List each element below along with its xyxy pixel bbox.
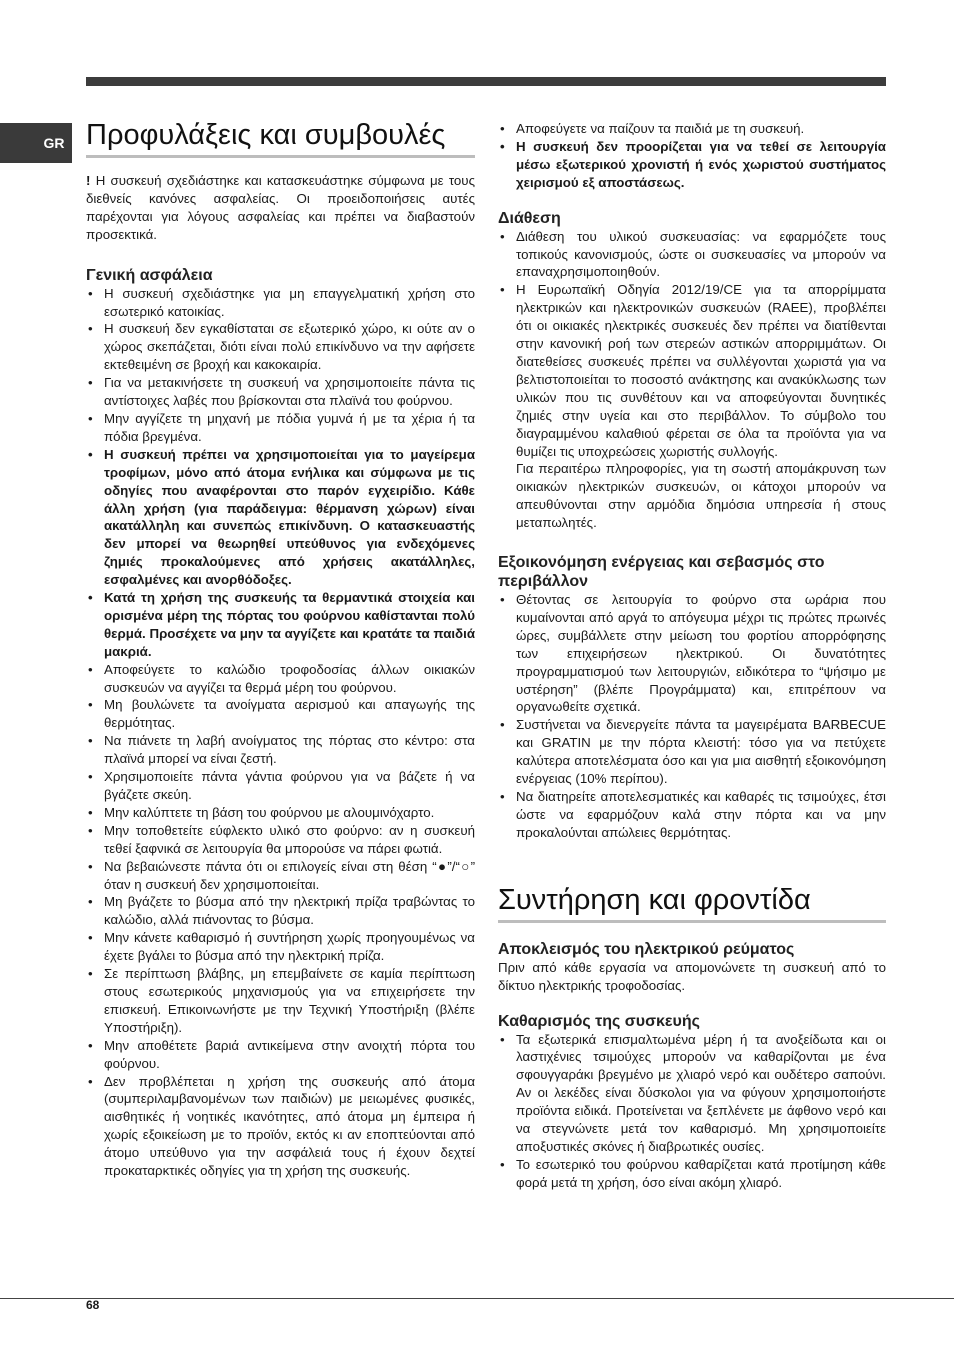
general-safety-list <box>86 285 475 1180</box>
list-item: • Θέτοντας σε λειτουργία το φούρνο στα ωράρια που κυμαίνονται από αργά το απόγευμα μέχρι τις πρώτες πρωινές ώρες, συμβάλλετε στην μείωση του φορτίου απορρόφησης των επιχειρήσεων ηλεκτρικού. Οι δυνατότητες προγραμματισμού των λειτουργιών, ειδικότερα το “ψήσιμο με υστέρηση” (βλέπε Προγράμματα) και, επιτρέπουν να οργανωθείτε σχετικά. <box>498 591 886 716</box>
warning-mark: ! <box>86 173 91 188</box>
language-tab: GR <box>0 123 72 163</box>
heading-power-off: Αποκλεισμός του ηλεκτρικού ρεύματος <box>498 940 795 958</box>
list-item: • Να πιάνετε τη λαβή ανοίγματος της πόρτας στο κέντρο: στα πλαϊνά μπορεί να είναι ζεστή. <box>86 732 475 768</box>
list-item: • Συστήνεται να διενεργείτε πάντα τα μαγειρέματα BARBECUE και GRATIN με την πόρτα κλειστή: τόσο για να πετύχετε καλύτερα αποτελέσματα όσο και για μια αισθητή εξοικονόμηση ενέργειας (10% περίπου). <box>498 716 886 788</box>
list-item: • Μην κάνετε καθαρισμό ή συντήρηση χωρίς προηγουμένως να έχετε βγάλει το βύσμα από την ηλεκτρική πρίζα. <box>86 929 475 965</box>
list-item: • Κατά τη χρήση της συσκευής τα θερμαντικά στοιχεία και ορισμένα μέρη της πόρτας του φούρνου καθίστανται πολύ θερμά. Προσέχετε να μην τα αγγίζετε και κρατάτε τα παιδιά μακριά. <box>86 589 475 661</box>
list-item: • Τα εξωτερικά επισμαλτωμένα μέρη ή τα ανοξείδωτα και οι λαστιχένιες τσιμούχες μπορούν να καθαρίζονται με ένα σφουγγαράκι βρεγμένο με χλιαρό νερό και ουδέτερο σαπούνι. Αν οι λεκέδες είναι δύσκολοι για να φύγουν χρησιμοποιήστε προϊόντα ειδικά. Προτείνεται να ξεπλένετε με άφθονο νερό και να στεγνώνετε μετά τον καθαρισμό. Μη χρησιμοποιείτε αποξυστικές σκόνες ή διαβρωτικές ουσίες. <box>498 1031 886 1156</box>
child-safety-list <box>498 120 886 192</box>
list-item: • Η συσκευή δεν προορίζεται για να τεθεί σε λειτουργία μέσω εξωτερικού χρονιστή ή ενός χωριστού συστήματος χειρισμού εξ αποστάσεως. <box>498 138 886 192</box>
list-item: • Για να μετακινήσετε τη συσκευή να χρησιμοποιείτε πάντα τις αντίστοιχες λαβές που βρίσκονται στα πλαϊνά του φούρνου. <box>86 374 475 410</box>
energy-list <box>498 591 886 842</box>
list-item: • Μην αποθέτετε βαριά αντικείμενα στην ανοιχτή πόρτα του φούρνου. <box>86 1037 475 1073</box>
list-item: • Σε περίπτωση βλάβης, μη επεμβαίνετε σε καμία περίπτωση στους εσωτερικούς μηχανισμούς για να επιχειρήσετε την επισκευή. Επικοινωνήστε με την Τεχνική Υποστήριξη (βλέπε Υποστήριξη). <box>86 965 475 1037</box>
power-off-text: Πριν από κάθε εργασία να απομονώνετε τη συσκευή από το δίκτυο ηλεκτρικής τροφοδοσίας. <box>498 959 886 993</box>
list-item: • Η συσκευή πρέπει να χρησιμοποιείται για το μαγείρεμα τροφίμων, μόνο από άτομα ενήλικα και σύμφωνα με τις οδηγίες που αναφέρονται στο παρόν εγχειρίδιο. Κάθε άλλη χρήση (για παράδειγμα: θέρμανση χώρων) είναι ακατάλληλη και συνεπώς επικίνδυνη. Ο κατασκευαστής δεν μπορεί να θεωρηθεί υπεύθυνος για ενδεχόμενες ζημιές προκαλούμενες από χρήσεις ακατάλληλες, εσφαλμένες και ανορθόδοξες. <box>86 446 475 589</box>
list-item: • Μη βγάζετε το βύσμα από την ηλεκτρική πρίζα τραβώντας το καλώδιο, αλλά πιάνοντας το βύσμα. <box>86 893 475 929</box>
list-item: • Χρησιμοποιείτε πάντα γάντια φούρνου για να βάζετε ή να βγάζετε σκεύη. <box>86 768 475 804</box>
list-item: • Διάθεση του υλικού συσκευασίας: να εφαρμόζετε τους τοπικούς κανονισμούς, ώστε οι συσκευασίες να μπορούν να επαναχρησιμοποιηθούν. <box>498 228 886 282</box>
list-item: • Αποφεύγετε να παίζουν τα παιδιά με τη συσκευή. <box>498 120 886 138</box>
heading-general-safety: Γενική ασφάλεια <box>86 266 213 284</box>
list-item: • Να διατηρείτε αποτελεσματικές και καθαρές τις τσιμούχες, έτσι ώστε να εφαρμόζουν καλά στην πόρτα και να μην προκαλούνται απώλειες θερμότητας. <box>498 788 886 842</box>
left-column <box>86 118 475 1180</box>
list-item: • Μην καλύπτετε τη βάση του φούρνου με αλουμινόχαρτο. <box>86 804 475 822</box>
heading-energy: Εξοικονόμηση ενέργειας και σεβασμός στο περιβάλλον <box>498 554 825 591</box>
list-item: • Αποφεύγετε το καλώδιο τροφοδοσίας άλλων οικιακών συσκευών να αγγίζει τα θερμά μέρη του φούρνου. <box>86 661 475 697</box>
list-item: • Δεν προβλέπεται η χρήση της συσκευής από άτομα (συμπεριλαμβανομένων των παιδιών) με μειωμένες φυσικές, αισθητικές ή νοητικές ικανότητες, από άτομα μη έμπειρα ή χωρίς εξοικείωση με το προϊόν, εκτός κι αν εποπτεύονται από άτομο υπεύθυνο για την ασφάλειά τους ή έχουν δεχτεί προκαταρκτικές οδηγίες για τη χρήση της συσκευής. <box>86 1073 475 1180</box>
list-item: • Μη βουλώνετε τα ανοίγματα αερισμού και απαγωγής της θερμότητας. <box>86 696 475 732</box>
page-number: 68 <box>86 1298 100 1312</box>
section-title-maintenance: Συντήρηση και φροντίδα <box>498 883 886 923</box>
heading-disposal: Διάθεση <box>498 209 561 227</box>
right-column <box>498 120 886 1192</box>
list-item: • Να βεβαιώνεστε πάντα ότι οι επιλογείς είναι στη θέση “●”/“○” όταν η συσκευή δεν χρησιμοποιείται. <box>86 858 475 894</box>
disposal-list <box>498 228 886 461</box>
list-item: • Το εσωτερικό του φούρνου καθαρίζεται κατά προτίμηση κάθε φορά μετά τη χρήση, όσο είναι ακόμη χλιαρό. <box>498 1156 886 1192</box>
heading-cleaning: Καθαρισμός της συσκευής <box>498 1012 700 1030</box>
intro-text: Η συσκευή σχεδιάστηκε και κατασκευάστηκε σύμφωνα με τους διεθνείς κανόνες ασφαλείας. Οι προειδοποιήσεις αυτές παρέχονται για λόγους ασφαλείας και πρέπει να διαβαστούν προσεκτικά. <box>86 173 475 242</box>
footer-rule <box>0 1298 954 1299</box>
disposal-note: Για περαιτέρω πληροφορίες, για τη σωστή απομάκρυνση των οικιακών ηλεκτρικών συσκευών, οι κάτοχοι μπορούν να απευθύνονται στην αρμόδια δημόσια υπηρεσία ή στους μεταπωλητές. <box>516 461 886 531</box>
list-item: • Μην τοποθετείτε εύφλεκτο υλικό στο φούρνο: αν η συσκευή τεθεί ξαφνικά σε λειτουργία θα μπορούσε να πάρει φωτιά. <box>86 822 475 858</box>
list-item: • Η Ευρωπαϊκή Οδηγία 2012/19/CE για τα απορρίμματα ηλεκτρικών και ηλεκτρονικών συσκευών (RAEE), προβλέπει ότι οι οικιακές ηλεκτρικές συσκευές δεν πρέπει να διατίθενται στην κανονική ροή των στερεών αστικών απορριμμάτων. Οι διατεθείσες συσκευές πρέπει να συλλέγονται χωριστά για να βελτιστοποιείται το ποσοστό ανάκτησης και ανακύκλωσης των υλικών που τις συνθέτουν και να αποφεύγονται δυνητικές ζημιές στην υγεία και στο περιβάλλον. Το σύμβολο του διαγραμμένου καλαθιού φέρεται σε όλα τα προϊόντα για να θυμίζει τις υποχρεώσεις χωριστής συλλογής. <box>498 281 886 460</box>
list-item: • Η συσκευή σχεδιάστηκε για μη επαγγελματική χρήση στο εσωτερικό κατοικίας. <box>86 285 475 321</box>
list-item: • Η συσκευή δεν εγκαθίσταται σε εξωτερικό χώρο, κι ούτε αν ο χώρος σκεπάζεται, διότι είναι πολύ επικίνδυνο να την αφήσετε εκτεθειμένη σε βροχή και κακοκαιρία. <box>86 320 475 374</box>
section-title-precautions: Προφυλάξεις και συμβουλές <box>86 118 475 158</box>
header-rule <box>86 77 886 86</box>
cleaning-list <box>498 1031 886 1192</box>
list-item: • Μην αγγίζετε τη μηχανή με πόδια γυμνά ή με τα χέρια ή τα πόδια βρεγμένα. <box>86 410 475 446</box>
intro-paragraph <box>86 172 475 244</box>
